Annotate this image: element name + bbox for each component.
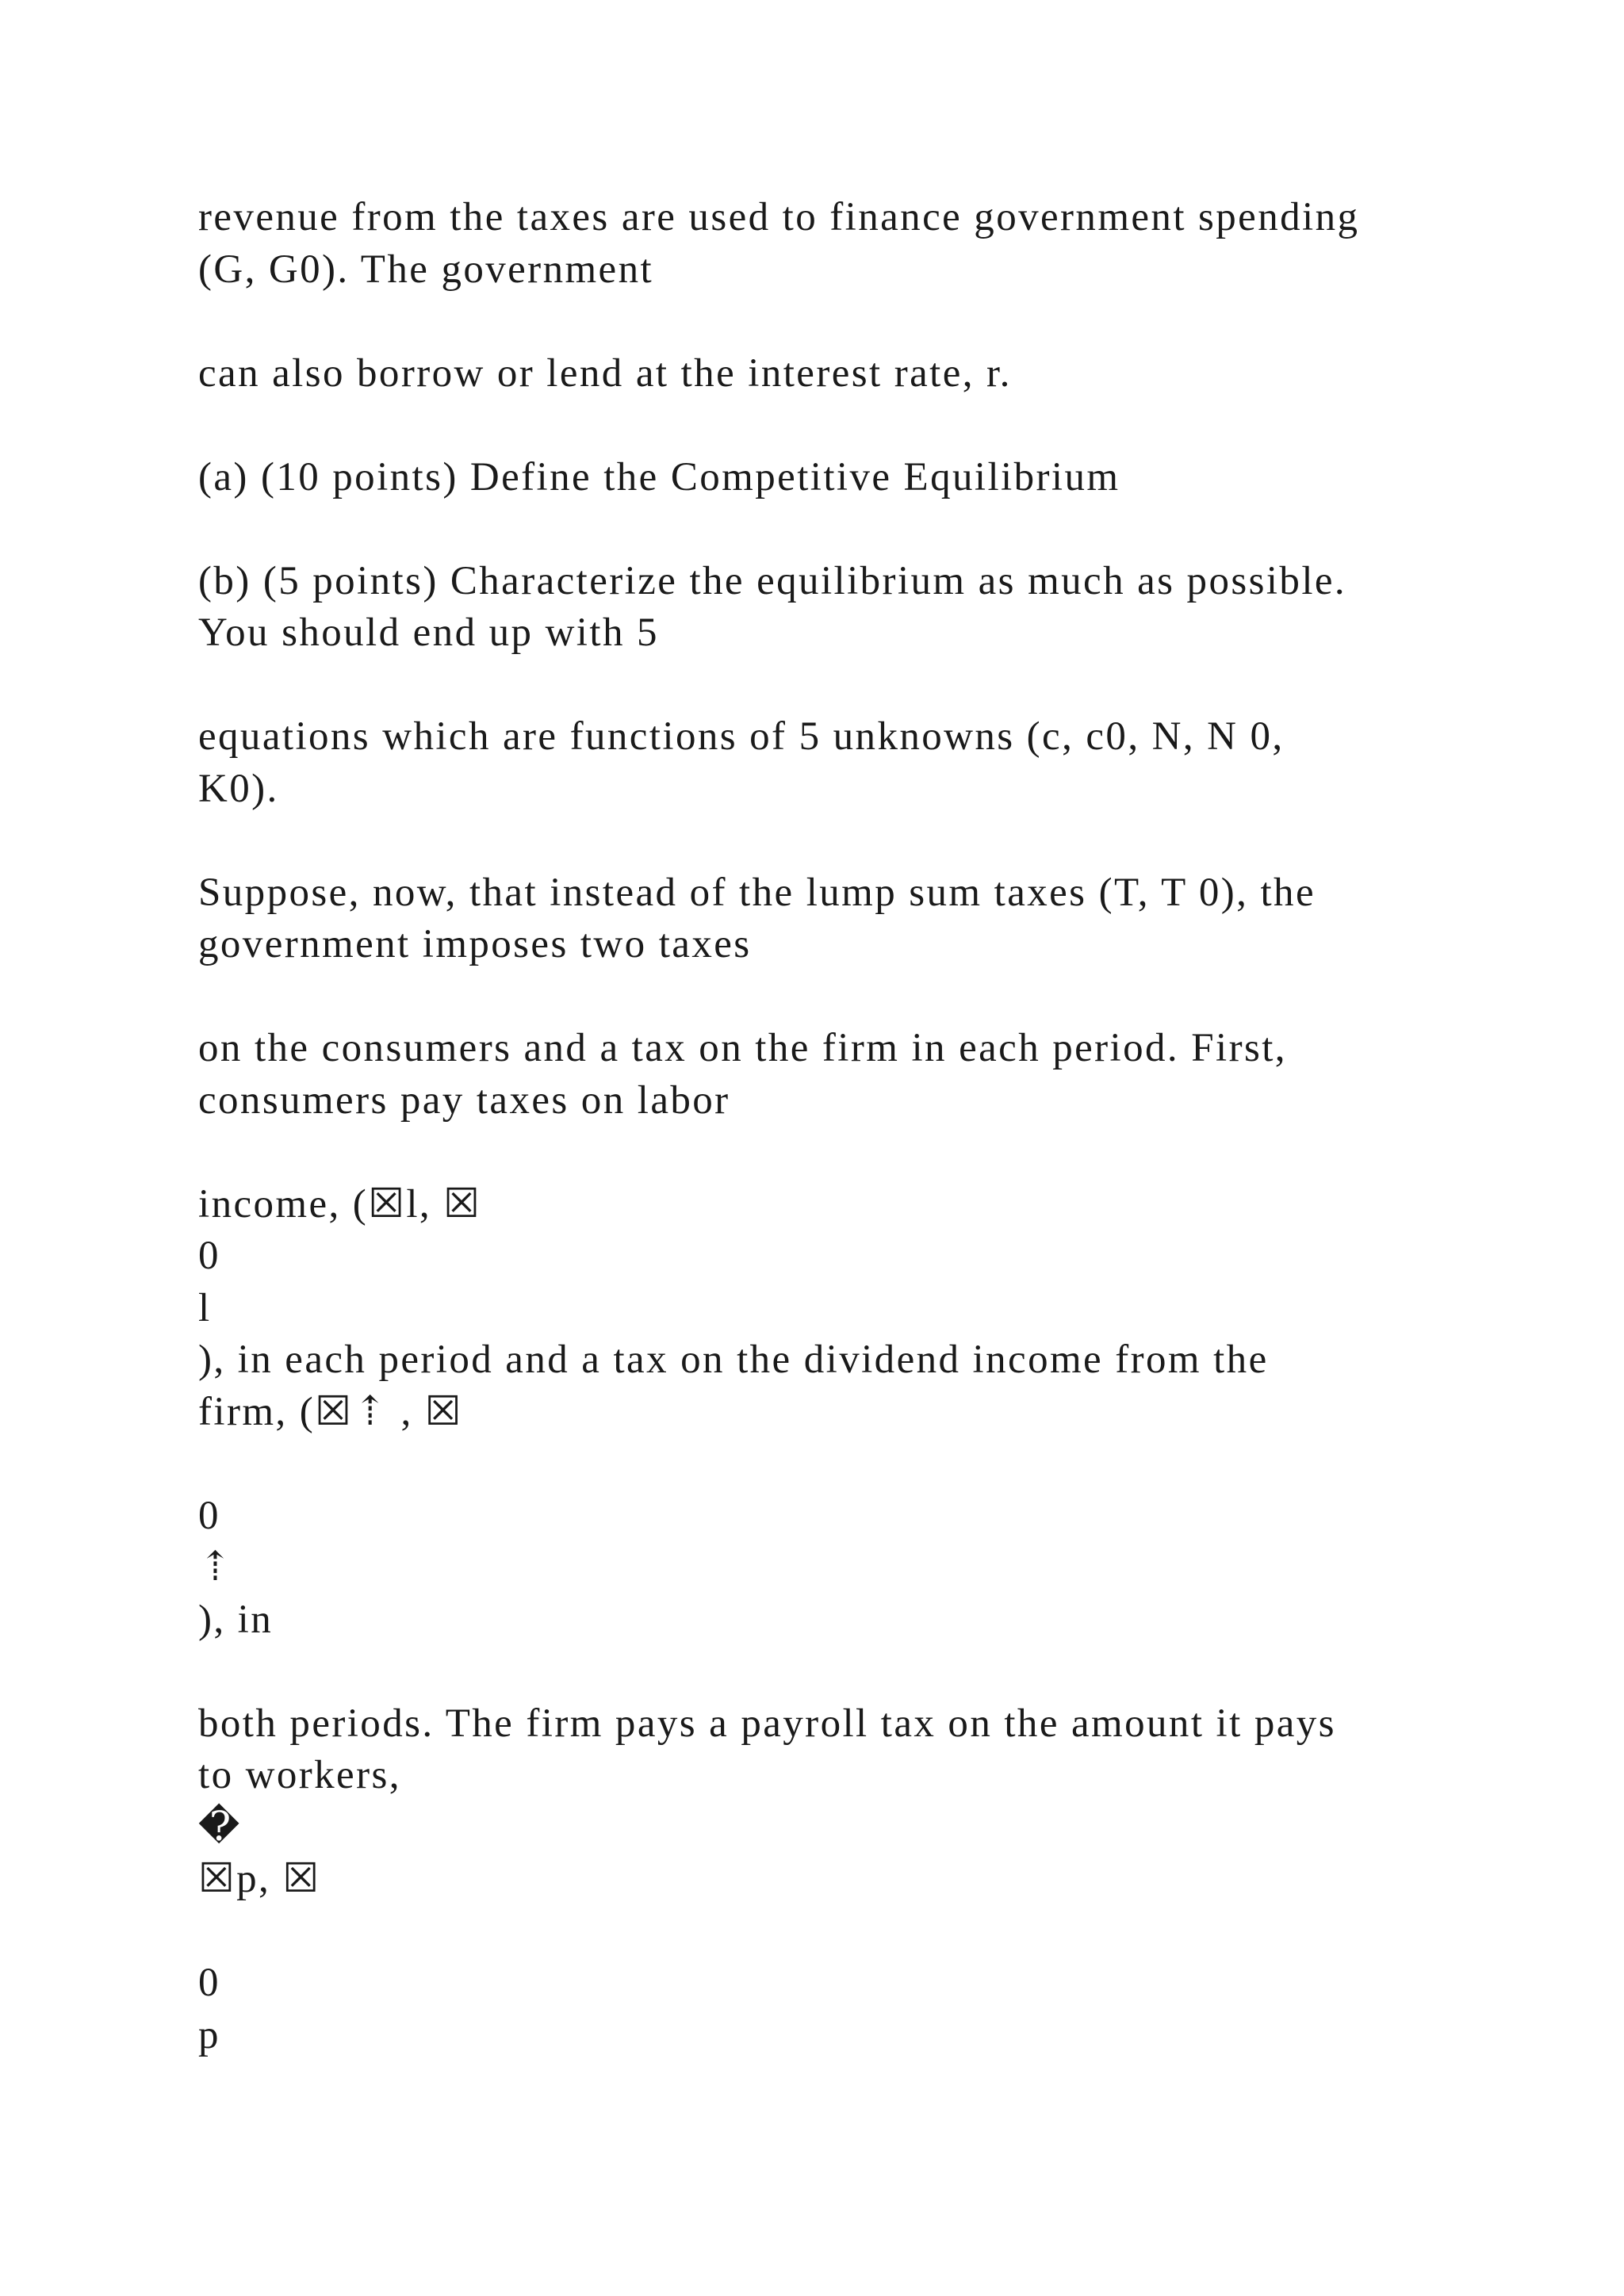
blank-line bbox=[198, 815, 1467, 867]
text-line: ), in each period and a tax on the dividend income from the bbox=[198, 1337, 1269, 1382]
text-line: You should end up with 5 bbox=[198, 610, 659, 655]
text-line: 0 bbox=[198, 1961, 220, 2005]
blank-line bbox=[198, 1646, 1467, 1698]
text-line: K0). bbox=[198, 766, 279, 811]
blank-line bbox=[198, 1906, 1467, 1958]
text-line: ⇡ bbox=[198, 1545, 235, 1590]
blank-line bbox=[198, 1127, 1467, 1179]
text-line: � bbox=[198, 1804, 242, 1850]
text-line: Suppose, now, that instead of the lump sum taxes (T, T 0), the bbox=[198, 870, 1316, 915]
text-line: firm, (☒⇡ , ☒ bbox=[198, 1389, 463, 1434]
blank-line bbox=[198, 296, 1467, 348]
text-line: ), in bbox=[198, 1597, 274, 1642]
text-line: income, (☒l, ☒ bbox=[198, 1181, 482, 1226]
text-line: (G, G0). The government bbox=[198, 247, 654, 292]
text-line: 0 bbox=[198, 1493, 220, 1538]
text-line: 0 bbox=[198, 1234, 220, 1278]
text-line: to workers, bbox=[198, 1753, 401, 1797]
blank-line bbox=[198, 400, 1467, 452]
document-text bbox=[198, 192, 1467, 2061]
text-line: p bbox=[198, 2012, 220, 2057]
text-line: revenue from the taxes are used to finance government spending bbox=[198, 195, 1360, 239]
text-line: consumers pay taxes on labor bbox=[198, 1077, 730, 1123]
text-line: government imposes two taxes bbox=[198, 922, 752, 966]
blank-line bbox=[198, 660, 1467, 712]
text-line: (a) (10 points) Define the Competitive Equilibrium bbox=[198, 454, 1120, 499]
blank-line bbox=[198, 1438, 1467, 1490]
text-line: can also borrow or lend at the interest rate, r. bbox=[198, 350, 1012, 396]
blank-line bbox=[198, 503, 1467, 556]
text-line: equations which are functions of 5 unknowns (c, c0, N, N 0, bbox=[198, 714, 1285, 759]
text-line: (b) (5 points) Characterize the equilibrium as much as possible. bbox=[198, 558, 1347, 603]
text-line: l bbox=[198, 1285, 212, 1330]
blank-line bbox=[198, 971, 1467, 1024]
text-line: on the consumers and a tax on the firm in each period. First, bbox=[198, 1026, 1287, 1070]
text-line: both periods. The firm pays a payroll tax on the amount it pays bbox=[198, 1701, 1336, 1746]
text-line: ☒p, ☒ bbox=[198, 1857, 321, 1901]
